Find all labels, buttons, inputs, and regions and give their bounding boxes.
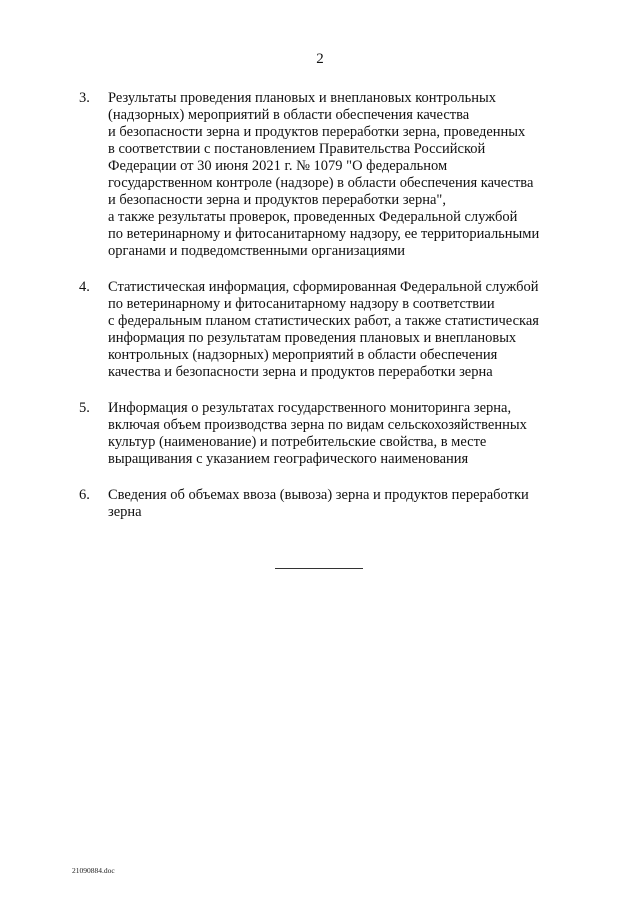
item-text-line: по ветеринарному и фитосанитарному надзору в соответствии — [108, 296, 495, 312]
item-text-line: а также результаты проверок, проведенных Федеральной службой — [108, 209, 518, 225]
item-text — [108, 279, 568, 381]
list-item — [0, 90, 640, 260]
list-item — [0, 487, 640, 521]
item-text — [108, 487, 568, 521]
item-text-line: выращивания с указанием географического наименования — [108, 451, 469, 467]
item-text-line: Статистическая информация, сформированная Федеральной службой — [108, 279, 539, 295]
item-text — [108, 90, 568, 260]
item-text-line: и безопасности зерна и продуктов переработки зерна, проведенных — [108, 124, 526, 140]
item-text-line: органами и подведомственными организациями — [108, 243, 406, 259]
item-text-line: Информация о результатах государственного мониторинга зерна, — [108, 400, 512, 416]
page-number: 2 — [316, 51, 324, 67]
item-text-line: Результаты проведения плановых и внеплановых контрольных — [108, 90, 496, 106]
item-text-line: информация по результатам проведения плановых и внеплановых — [108, 330, 517, 346]
item-text-line: контрольных (надзорных) мероприятий в области обеспечения — [108, 347, 498, 363]
item-text-line: (надзорных) мероприятий в области обеспечения качества — [108, 107, 470, 123]
item-text-line: с федеральным планом статистических работ, а также статистическая — [108, 313, 539, 329]
item-text-line: включая объем производства зерна по видам сельскохозяйственных — [108, 417, 527, 433]
item-list — [0, 90, 640, 540]
list-item — [0, 400, 640, 468]
item-text-line: и безопасности зерна и продуктов переработки зерна", — [108, 192, 446, 208]
item-text-line: Федерации от 30 июня 2021 г. № 1079 "О федеральном — [108, 158, 448, 174]
item-number: 4. — [79, 279, 90, 295]
item-text — [108, 400, 568, 468]
item-text-line: по ветеринарному и фитосанитарному надзору, ее территориальными — [108, 226, 540, 242]
item-text-line: Сведения об объемах ввоза (вывоза) зерна и продуктов переработки — [108, 487, 529, 503]
item-text-line: качества и безопасности зерна и продуктов переработки зерна — [108, 364, 493, 380]
item-number: 5. — [79, 400, 90, 416]
item-number: 6. — [79, 487, 90, 503]
list-item — [0, 279, 640, 381]
item-text-line: в соответствии с постановлением Правительства Российской — [108, 141, 486, 157]
item-text-line: государственном контроле (надзоре) в области обеспечения качества — [108, 175, 534, 191]
item-text-line: зерна — [108, 504, 142, 520]
item-number: 3. — [79, 90, 90, 106]
item-text-line: культур (наименование) и потребительские свойства, в месте — [108, 434, 487, 450]
document-code: 21090884.doc — [72, 866, 115, 875]
closing-divider — [275, 568, 363, 569]
